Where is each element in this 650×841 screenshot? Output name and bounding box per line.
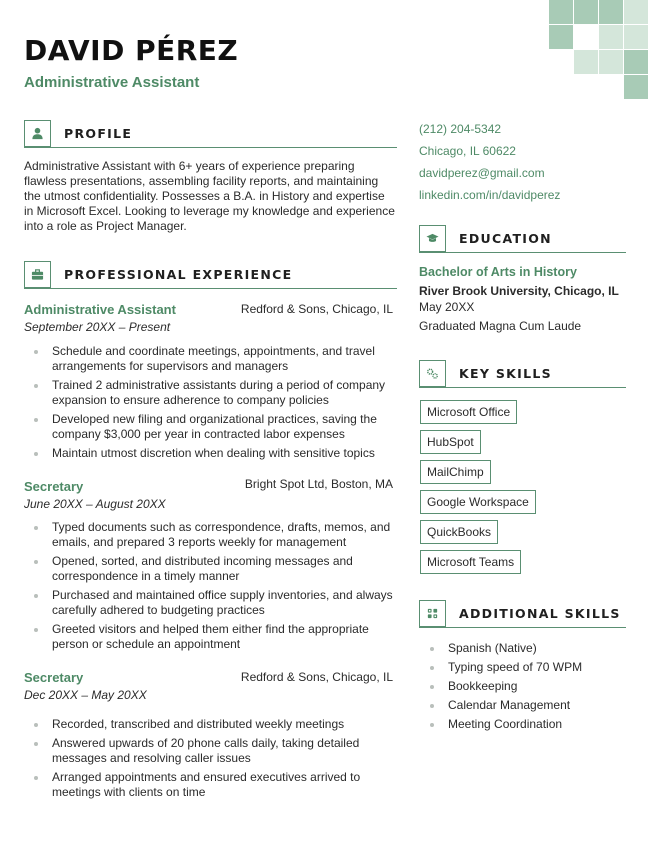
graduation-cap-icon (426, 232, 439, 245)
tile (624, 0, 648, 24)
tile (549, 0, 573, 24)
education-icon-box (419, 225, 446, 252)
tile (624, 75, 648, 99)
additional-skills-list (420, 641, 626, 736)
bullet-item: Spanish (Native) (420, 641, 626, 656)
education-degree: Bachelor of Arts in History (419, 265, 577, 279)
grid-icon (426, 607, 439, 620)
bullet-item: Purchased and maintained office supply inventories, and always carefully adhered to budgeting practices (24, 588, 396, 618)
education-honor: Graduated Magna Cum Laude (419, 319, 582, 333)
skill-tag: Microsoft Office (420, 400, 517, 424)
tile (599, 50, 623, 74)
person-icon (31, 127, 44, 140)
candidate-title: Administrative Assistant (24, 74, 200, 91)
additional-skills-section-header (419, 600, 626, 628)
contact-linkedin[interactable]: linkedin.com/in/davidperez (419, 188, 561, 202)
profile-summary: Administrative Assistant with 6+ years of experience preparing flawless presentations, assembling facility reports, and maintaining the utmost confidentiality. Possesses a B.A. in History and expertise in Microsoft Excel. Looking to leverage my knowledge and experience into a role as Project Manager. (24, 159, 395, 233)
experience-heading: PROFESSIONAL EXPERIENCE (64, 267, 293, 282)
gears-icon (426, 367, 439, 380)
contact-location: Chicago, IL 60622 (419, 144, 516, 158)
experience-icon-box (24, 261, 51, 288)
tile (599, 0, 623, 24)
profile-section-header (24, 120, 397, 148)
job-dates: September 20XX – Present (24, 320, 171, 334)
profile-icon-box (24, 120, 51, 147)
job-dates: June 20XX – August 20XX (24, 497, 166, 511)
job-dates: Dec 20XX – May 20XX (24, 688, 147, 702)
key-skills-icon-box (419, 360, 446, 387)
bullet-item: Developed new filing and organizational practices, saving the company $3,000 per year in contracted labor expenses (24, 412, 396, 442)
bullet-item: Recorded, transcribed and distributed weekly meetings (24, 717, 396, 732)
corner-tile-pattern (549, 0, 650, 101)
candidate-name: DAVID PÉREZ (24, 34, 239, 67)
skill-tag: Microsoft Teams (420, 550, 521, 574)
briefcase-icon (31, 268, 44, 281)
bullet-item: Arranged appointments and ensured executives arrived to meetings with clients on time (24, 770, 396, 800)
skill-tag: QuickBooks (420, 520, 498, 544)
education-date: May 20XX (419, 300, 475, 314)
job-title: Secretary (24, 479, 84, 494)
job-title: Secretary (24, 670, 84, 685)
education-school: River Brook University, Chicago, IL (419, 284, 619, 298)
skill-tag: HubSpot (420, 430, 481, 454)
tile (549, 25, 573, 49)
profile-heading: PROFILE (64, 126, 133, 141)
tile (574, 0, 598, 24)
bullet-item: Greeted visitors and helped them either find the appropriate person or schedule an appointment (24, 622, 396, 652)
key-skills-section-header (419, 360, 626, 388)
job-company: Redford & Sons, Chicago, IL (240, 302, 393, 316)
contact-email[interactable]: davidperez@gmail.com (419, 166, 545, 180)
additional-skills-heading: ADDITIONAL SKILLS (459, 606, 621, 621)
skill-tag: MailChimp (420, 460, 491, 484)
tile (574, 50, 598, 74)
tile (624, 50, 648, 74)
additional-skills-icon-box (419, 600, 446, 627)
bullet-item: Typing speed of 70 WPM (420, 660, 626, 675)
key-skills-heading: KEY SKILLS (459, 366, 552, 381)
education-section-header (419, 225, 626, 253)
bullet-item: Maintain utmost discretion when dealing with sensitive topics (24, 446, 396, 461)
contact-phone[interactable]: (212) 204-5342 (419, 122, 502, 136)
bullet-item: Schedule and coordinate meetings, appointments, and travel arrangements for supervisors and managers (24, 344, 396, 374)
bullet-item: Bookkeeping (420, 679, 626, 694)
bullet-item: Typed documents such as correspondence, drafts, memos, and emails, and prepared 3 reports weekly for management (24, 520, 396, 550)
bullet-item: Opened, sorted, and distributed incoming messages and correspondence in a timely manner (24, 554, 396, 584)
bullet-item: Meeting Coordination (420, 717, 626, 732)
bullet-item: Calendar Management (420, 698, 626, 713)
bullet-item: Trained 2 administrative assistants during a period of company expansion to ensure adherence to company policies (24, 378, 396, 408)
tile (599, 25, 623, 49)
job-bullets (24, 717, 396, 804)
job-company: Bright Spot Ltd, Boston, MA (244, 477, 393, 491)
tile (624, 25, 648, 49)
job-title: Administrative Assistant (24, 302, 176, 317)
job-bullets (24, 344, 396, 465)
job-bullets (24, 520, 396, 656)
job-company: Redford & Sons, Chicago, IL (240, 670, 393, 684)
education-heading: EDUCATION (459, 231, 552, 246)
experience-section-header (24, 261, 397, 289)
bullet-item: Answered upwards of 20 phone calls daily, taking detailed messages and resolving caller issues (24, 736, 396, 766)
skill-tag: Google Workspace (420, 490, 536, 514)
